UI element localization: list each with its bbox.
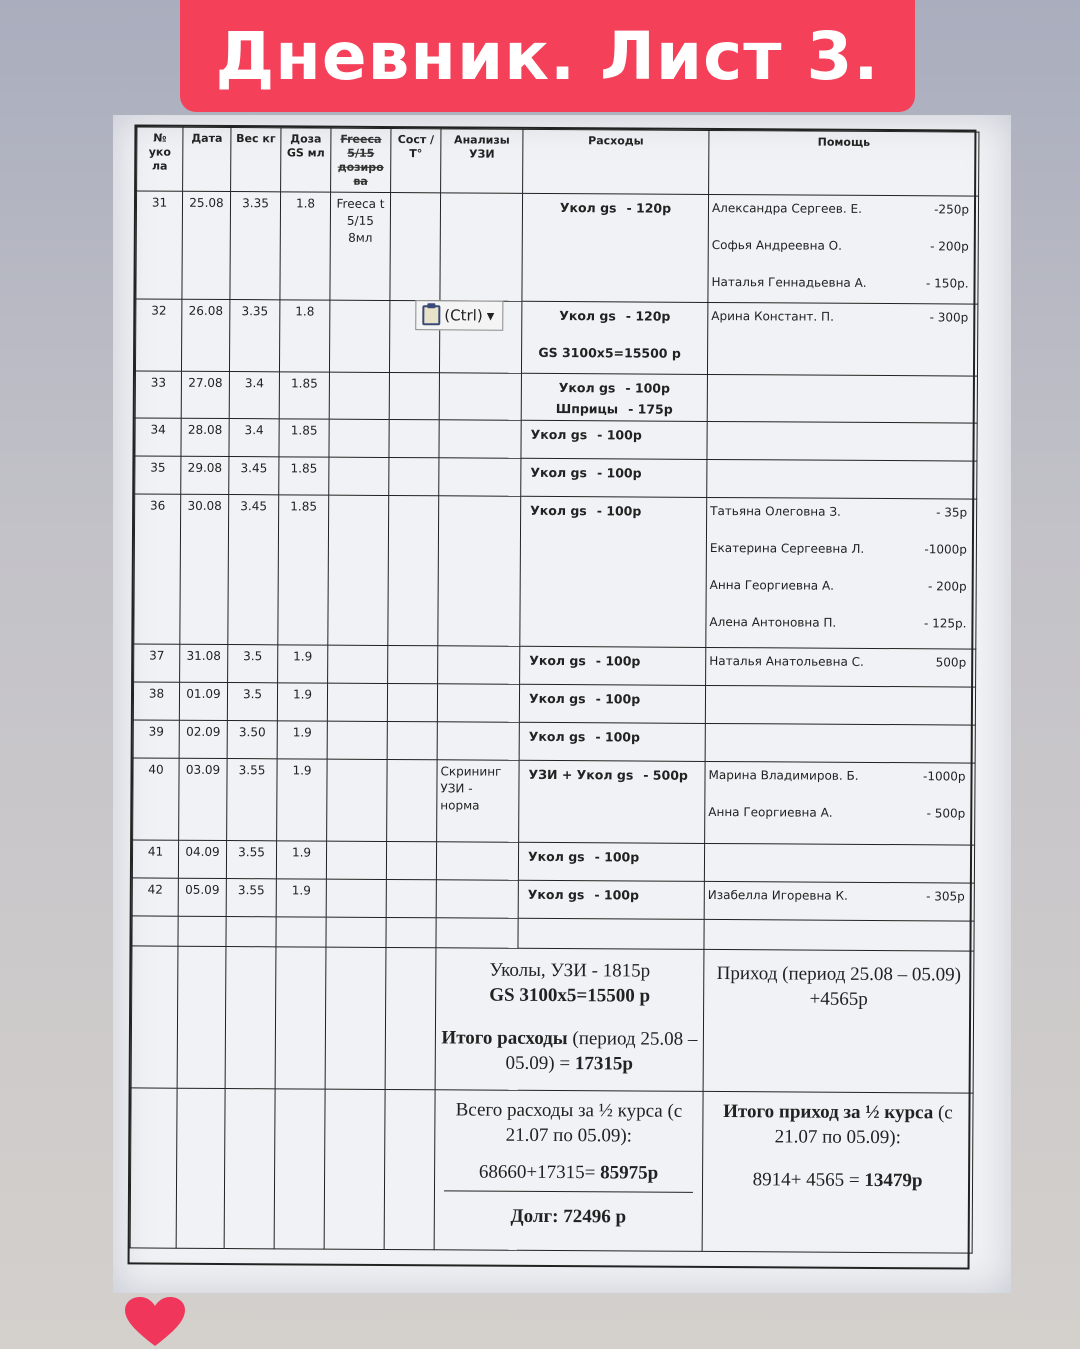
cell-help [706,647,976,687]
cell-num: 42 [132,878,178,916]
col-analysis: Анализы УЗИ [441,129,523,193]
cell-date: 30.08 [180,494,229,644]
cell-state [386,879,436,917]
cell-analysis [439,458,521,497]
cell-state [390,193,441,301]
cell-expenses [518,842,704,881]
donor-item: Анна Георгиевна А. - 200р [709,577,967,594]
cell-dose: 1.85 [279,419,329,457]
expense-item: Укол gs - 120р [559,200,672,216]
expense-item: Укол gs - 100р [527,886,640,903]
col-num: № уко ла [137,127,183,191]
cell-dose: 1.9 [277,721,327,759]
cell-weight: 3.35 [229,300,279,372]
period-income: Приход (период 25.08 – 05.09) +4565р [716,963,962,1010]
chevron-down-icon: ▾ [486,306,495,325]
cell-expenses [521,301,707,374]
cell-state [386,841,436,879]
summary-row-course [130,1088,973,1253]
expense-item: УЗИ + Укол gs - 500р [528,766,688,783]
expense-item: Шприцы - 175р [555,401,673,417]
cell-freeca [326,841,386,879]
cell-state [387,759,437,841]
table-row [136,191,979,304]
donor-item: Софья Андреевна О. - 200р [711,237,969,254]
cell-weight: 3.5 [228,645,278,683]
cell-help [704,843,974,883]
expense-item: Укол gs - 100р [528,728,641,745]
cell-analysis [440,193,523,301]
cell-weight: 3.35 [230,192,281,300]
diary-sheet [128,124,977,1269]
col-dose: Доза GS мл [281,128,331,192]
cell-weight: 3.55 [226,841,276,879]
col-help: Помощь [709,130,979,196]
cell-freeca [326,879,386,917]
donor-item: Екатерина Сергеевна Л. -1000р [709,540,967,557]
cell-state [388,645,438,683]
cell-dose: 1.9 [276,879,326,917]
period-expenses-cell [435,948,704,1092]
cell-expenses [521,373,707,421]
col-state: Сост / T° [391,129,441,193]
cell-date: 01.09 [179,682,227,720]
cell-help [705,761,975,845]
expense-item: Укол gs - 100р [530,502,642,519]
cell-state [389,420,439,458]
cell-expenses [519,722,705,761]
period-income-cell [703,949,974,1093]
cell-weight: 3.45 [228,495,279,645]
cell-date: 05.09 [178,878,226,916]
table-header-row [137,127,979,196]
cell-analysis: Скрининг УЗИ - норма [437,760,519,842]
cell-num: 36 [134,494,181,644]
table-row [133,720,975,763]
cell-expenses [520,496,707,647]
cell-dose: 1.85 [278,495,329,645]
diary-table [130,126,980,1253]
cell-freeca: Freeca t 5/15 8мл [330,192,391,300]
cell-help [705,723,975,763]
cell-expenses [521,458,707,497]
cell-date: 31.08 [180,644,228,682]
cell-date: 27.08 [181,371,229,418]
cell-analysis [437,684,519,723]
cell-analysis [438,496,521,646]
col-date: Дата [183,127,231,191]
cell-expenses [518,880,704,919]
cell-date: 02.09 [179,720,227,758]
all-expenses-label: Всего расходы за ½ курса (с 21.07 по 05.09): [455,1099,683,1147]
table-row [132,878,974,921]
cell-help [707,374,977,423]
cell-state [389,457,439,495]
cell-freeca [328,495,389,645]
cell-analysis [437,722,519,761]
cell-date: 25.08 [182,191,231,299]
cell-dose: 1.8 [280,192,331,300]
total-income-label: Итого приход за ½ курса (с 21.07 по 05.09): [723,1101,953,1149]
donor-item: Татьяна Олеговна З. - 35р [710,503,968,520]
paste-options-label: (Ctrl) [444,306,483,325]
cell-date: 03.09 [179,758,228,840]
heart-icon[interactable] [124,1296,186,1348]
cell-dose: 1.9 [278,645,328,683]
table-row [133,758,975,845]
cell-help [708,194,979,304]
cell-dose: 1.85 [279,372,329,419]
gs-total: GS 3100х5=15500 р [489,984,651,1007]
cell-weight: 3.4 [229,372,279,419]
cell-date: 26.08 [181,299,229,371]
donor-item: Марина Владимиров. Б. -1000р [708,767,966,784]
cell-date: 29.08 [181,456,229,494]
expense-item: Укол gs - 100р [530,426,642,443]
cell-dose: 1.9 [277,683,327,721]
table-row [134,494,977,649]
all-expenses-calc: 68660+17315= 85975р [478,1161,659,1184]
debt-total: Долг: 72496 р [510,1205,627,1228]
cell-expenses [522,193,709,302]
cell-expenses [520,646,706,685]
col-expenses: Расходы [523,129,709,194]
table-row [135,456,977,499]
cell-dose: 1.8 [279,300,329,372]
cell-help [707,421,977,461]
cell-analysis [436,880,518,919]
table-row [135,299,977,376]
period-expenses-line: Итого расходы (период 25.08 – 05.09) = 17315р [441,1027,698,1075]
donor-item: Арина Констант. П. - 300р [711,308,969,325]
col-weight: Вес кг [231,128,281,192]
donor-item: Изабелла Игоревна К. - 305р [707,887,965,904]
expense-item: GS 3100х5=15500 р [538,344,681,361]
cell-state [387,721,437,759]
cell-analysis [436,842,518,881]
cell-analysis [439,420,521,459]
cell-freeca [327,683,387,721]
cell-freeca [329,419,389,457]
course-income-cell [702,1091,973,1253]
course-expenses-cell [434,1090,703,1252]
cell-expenses [519,684,705,723]
cell-freeca [328,645,388,683]
cell-expenses [521,420,707,459]
cell-num: 35 [135,456,181,494]
col-freeca: Freeca 5/15 дозиро ва [331,128,391,192]
cell-freeca [329,300,389,372]
cell-weight: 3.4 [229,419,279,457]
donor-item: Наталья Геннадьевна А. - 150р. [711,274,969,291]
summary-row-period [131,946,974,1093]
cell-dose: 1.85 [279,457,329,495]
cell-help [705,685,975,725]
title-banner [180,0,915,112]
cell-state [387,683,437,721]
table-row [135,418,977,461]
cell-analysis [438,646,520,685]
expense-item: Укол gs - 100р [527,848,640,865]
cell-dose: 1.9 [277,759,327,841]
cell-freeca [327,759,387,841]
cell-help [704,881,974,921]
donor-item: Наталья Анатольевна С. 500р [709,653,967,670]
cell-weight: 3.55 [226,879,276,917]
cell-state [389,373,439,420]
document-photo [113,115,1011,1293]
expense-item: Укол gs - 100р [529,652,641,669]
expense-item: Укол gs - 100р [530,464,642,481]
expense-item: Укол gs - 100р [558,380,671,396]
table-row [134,644,976,687]
cell-help [707,302,977,376]
cell-num: 40 [133,758,180,840]
cell-help [706,497,977,649]
banner-title: Дневник. Лист 3. [215,17,880,95]
table-row [133,682,975,725]
cell-weight: 3.45 [229,457,279,495]
donor-item: Александра Сергеев. Е. -250р [711,200,970,217]
donor-item: Анна Георгиевна А. - 500р [708,804,966,821]
table-row [132,840,974,883]
donor-item: Алена Антоновна П. - 125р. [709,614,967,631]
cell-num: 41 [132,840,178,878]
cell-help [707,459,977,499]
paste-options-popup[interactable] [415,300,503,331]
cell-num: 39 [133,720,179,758]
expense-item: Укол gs - 100р [528,690,641,707]
cell-freeca [329,372,389,419]
total-income-calc: 8914+ 4565 = 13479р [752,1169,923,1192]
cell-freeca [329,457,389,495]
expense-item: Укол gs - 120р [559,308,671,324]
cell-state [388,495,439,645]
cell-weight: 3.55 [227,759,277,841]
cell-dose: 1.9 [276,841,326,879]
cell-num: 34 [135,418,181,456]
cell-num: 33 [135,371,181,418]
cell-expenses [519,760,705,843]
clipboard-icon [422,305,440,325]
cell-num: 37 [134,644,180,682]
cell-num: 38 [133,682,179,720]
injections-total: Уколы, УЗИ - 1815р [489,959,651,982]
cell-freeca [327,721,387,759]
cell-num: 31 [136,191,183,299]
table-row [135,371,977,423]
cell-date: 04.09 [178,840,226,878]
cell-weight: 3.5 [227,683,277,721]
cell-date: 28.08 [181,418,229,456]
sum-divider [444,1190,693,1193]
cell-analysis [439,373,521,421]
cell-num: 32 [135,299,181,371]
cell-weight: 3.50 [227,721,277,759]
